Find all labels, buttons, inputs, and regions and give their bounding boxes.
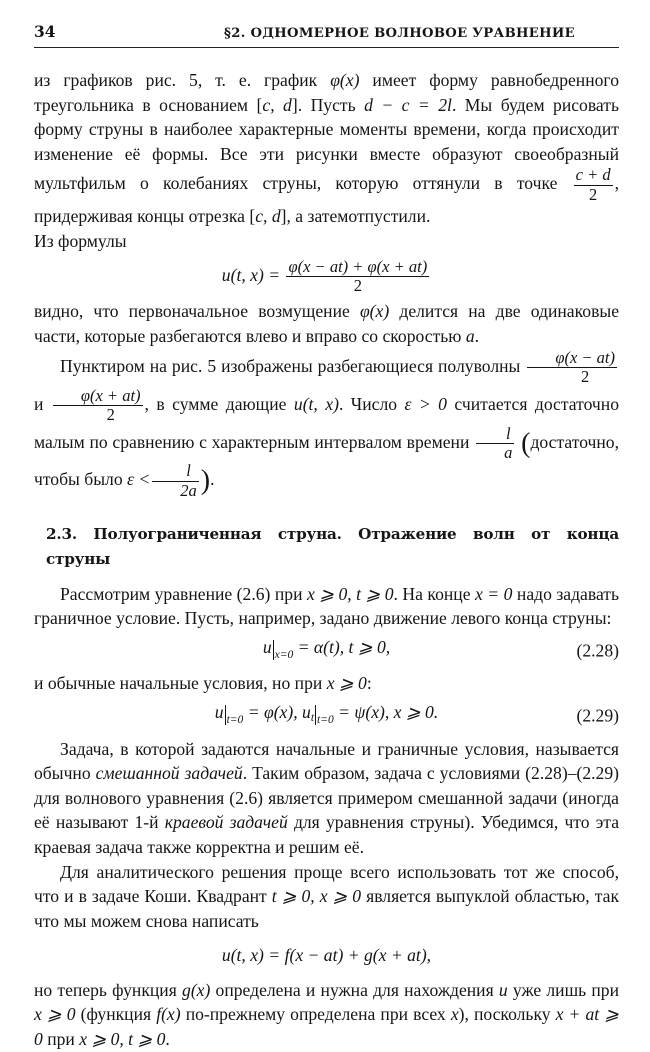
equation-dalembert: u(t, x) = $\frac{\varphi(x - at) + \varphi(x + at)}{2}$ — [221, 256, 428, 295]
paragraph-2: видно, что первоначальное возмущение φ(x) делится на две одинаковые части, которые разбегаются влево и вправо со скоростью a. — [34, 301, 620, 347]
paragraph-5: и обычные начальные условия, но при x ⩾ 0: — [34, 673, 372, 694]
paragraph-7: Для аналитического решения проще всего использовать тот же способ, что и в задаче Коши. Квадрант t ⩾ 0, x ⩾ 0 является выпуклой областью, так что мы можем снова написать — [34, 861, 619, 931]
equation-2-29: u $_{t=0}$ = φ(x), $u_t$ $_{t=0}$ = ψ(x), x ⩾ 0. (2.29) — [34, 700, 619, 733]
equation-general-solution: u(t, x) = f(x − at) + g(x + at), — [221, 945, 432, 966]
fraction-midpoint: $\frac{c + d}{2}$ — [575, 165, 611, 204]
paragraph-8: но теперь функция g(x) определена и нужна для нахождения u уже лишь при x ⩾ 0 (функция f(x) по-прежнему определена при всех x), поскольку x + at ⩾ 0 при x ⩾ 0, t ⩾ 0. — [34, 979, 619, 1050]
paragraph-4: Рассмотрим уравнение (2.6) при x ⩾ 0, t ⩾ 0. На конце x = 0 надо задавать граничное условие. Пусть, например, задано движение левого конца струны: — [34, 583, 620, 629]
paragraph-6: Задача, в которой задаются начальные и граничные условия, называется обычно смешанной задачей. Таким образом, задача с условиями (2.28)–(2.29) для волнового уравнения (2.6) является примером смешанной задачи (иногда её называют 1-й краевой задачей для уравнения струны). Убедимся, что эта краевая задача также корректна и решим её. — [34, 738, 620, 857]
running-title: §2. ОДНОМЕРНОЕ ВОЛНОВОЕ УРАВНЕНИЕ — [224, 26, 575, 41]
book-page — [34, 22, 619, 1052]
running-header — [34, 22, 619, 48]
page-number: 34 — [34, 22, 56, 41]
body-text — [34, 68, 619, 1052]
equation-2-28: u $_{x=0}$ = α(t), t ⩾ 0, (2.28) — [34, 635, 619, 668]
equation-number: (2.29) — [576, 705, 619, 726]
paragraph-1: из графиков рис. 5, т. е. график φ(x) имеет форму равнобедренного треугольника в основанием [c, d]. Пусть d − c = 2l. Мы будем рисовать форму струны в наиболее характерные моменты времени, когда происходит изменение её формы. Все эти рисунки вместе образуют своеобразный мультфильм о колебаниях струны, которую оттянули в точке $\frac{c + d}{2}$ , придерживая концы отрезка [c, d], а затемотпустили. Из формулы — [34, 70, 619, 251]
paragraph-3: Пунктиром на рис. 5 изображены разбегающиеся полуволны $\frac{\varphi(x - at)}{2}$ и $\frac{\varphi(x + at)}{2}$ , в сумме дающие u(t, x). Число ε > 0 считается достаточно малым по сравнению с характерным интервалом времени $\frac{l}{a}$ (достаточно, чтобы было ε < $\frac{l}{2a}$ ). — [34, 347, 619, 500]
section-heading: 2.3. Полуограниченная струна. Отражение волн от конца струны — [46, 525, 619, 568]
equation-number: (2.28) — [576, 640, 619, 661]
